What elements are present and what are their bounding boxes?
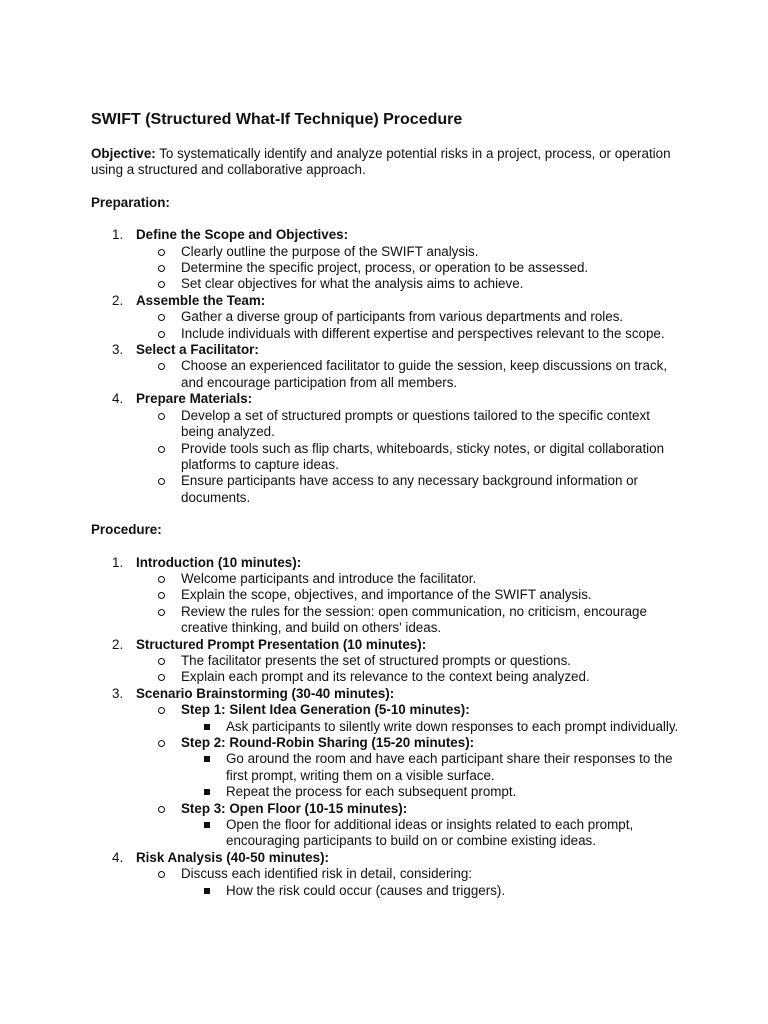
bullet-list	[136, 358, 681, 391]
list-item-text: Clearly outline the purpose of the SWIFT analysis.	[181, 243, 479, 259]
square-bullet-icon	[204, 822, 210, 828]
step-label: Structured Prompt Presentation (10 minutes):	[136, 636, 427, 652]
bullet-list	[136, 571, 681, 637]
hollow-bullet-icon	[158, 576, 165, 583]
step-number: 2.	[112, 292, 124, 308]
hollow-bullet-icon	[158, 265, 165, 272]
list-item	[136, 587, 681, 603]
objective-paragraph	[91, 146, 681, 179]
preparation-step	[91, 227, 681, 293]
hollow-bullet-icon	[158, 674, 165, 681]
list-item	[136, 326, 681, 342]
list-item-text: Determine the specific project, process, or operation to be assessed.	[181, 260, 589, 276]
substep-label: Step 1: Silent Idea Generation (5-10 minutes):	[181, 702, 470, 718]
list-item-text: Discuss each identified risk in detail, considering:	[181, 866, 473, 882]
substep-label: Step 3: Open Floor (10-15 minutes):	[181, 800, 408, 816]
hollow-bullet-icon	[158, 592, 165, 599]
list-item-text: Develop a set of structured prompts or questions tailored to the specific context being analyzed.	[181, 407, 650, 440]
step-number: 1.	[112, 227, 124, 243]
hollow-bullet-icon	[158, 446, 165, 453]
objective-text: To systematically identify and analyze potential risks in a project, process, or operation using a structured and collaborative approach.	[91, 146, 671, 178]
list-item	[181, 751, 681, 784]
list-item-text: Ensure participants have access to any necessary background information or documents.	[181, 473, 639, 505]
square-bullet-icon	[204, 888, 210, 894]
step-label: Scenario Brainstorming (30-40 minutes):	[136, 685, 395, 701]
step-number: 2.	[112, 636, 124, 652]
procedure-step	[91, 850, 681, 899]
hollow-bullet-icon	[158, 609, 165, 616]
procedure-step	[91, 555, 681, 637]
list-item	[136, 441, 681, 474]
list-item-text: How the risk could occur (causes and triggers).	[226, 882, 506, 898]
list-item-text: Welcome participants and introduce the facilitator.	[181, 570, 477, 586]
step-label: Risk Analysis (40-50 minutes):	[136, 849, 329, 865]
list-item	[136, 473, 681, 506]
square-bullet-list	[181, 719, 681, 735]
list-item-text: Ask participants to silently write down responses to each prompt individually.	[226, 718, 679, 734]
square-bullet-icon	[204, 789, 210, 795]
hollow-bullet-icon	[158, 281, 165, 288]
list-item	[136, 702, 681, 735]
square-bullet-list	[181, 817, 681, 850]
preparation-step	[91, 391, 681, 506]
square-bullet-list	[181, 751, 681, 800]
list-item	[136, 309, 681, 325]
document-page	[91, 110, 681, 899]
preparation-steps	[91, 227, 681, 506]
list-item	[136, 669, 681, 685]
hollow-bullet-icon	[158, 871, 165, 878]
step-number: 4.	[112, 849, 124, 865]
list-item-text: Explain each prompt and its relevance to the context being analyzed.	[181, 669, 590, 685]
list-item	[136, 260, 681, 276]
step-number: 1.	[112, 554, 124, 570]
hollow-bullet-icon	[158, 658, 165, 665]
list-item	[136, 276, 681, 292]
list-item-text: Open the floor for additional ideas or insights related to each prompt, encouraging participants to build on or combine existing ideas.	[226, 817, 634, 849]
list-item	[136, 866, 681, 899]
square-bullet-icon	[204, 756, 210, 762]
step-label: Assemble the Team:	[136, 292, 266, 308]
list-item-text: Set clear objectives for what the analysis aims to achieve.	[181, 276, 524, 292]
square-bullet-icon	[204, 724, 210, 730]
bullet-list	[136, 653, 681, 686]
square-bullet-list	[181, 883, 681, 899]
list-item	[181, 883, 681, 899]
list-item-text: Include individuals with different expertise and perspectives relevant to the scope.	[181, 325, 665, 341]
hollow-bullet-icon	[158, 740, 165, 747]
list-item	[136, 735, 681, 801]
document-title: SWIFT (Structured What-If Technique) Procedure	[91, 111, 463, 128]
bullet-list	[136, 408, 681, 506]
procedure-heading: Procedure:	[91, 522, 162, 538]
objective-label: Objective:	[91, 146, 156, 161]
step-label: Introduction (10 minutes):	[136, 554, 302, 570]
step-number: 4.	[112, 391, 124, 407]
list-item-text: Repeat the process for each subsequent prompt.	[226, 784, 517, 800]
list-item-text: Go around the room and have each participant share their responses to the first prompt, writing them on a visible surface.	[226, 751, 673, 783]
preparation-heading: Preparation:	[91, 194, 170, 210]
bullet-list	[136, 702, 681, 850]
step-number: 3.	[112, 342, 124, 358]
list-item	[181, 817, 681, 850]
step-label: Define the Scope and Objectives:	[136, 227, 349, 243]
list-item-text: Explain the scope, objectives, and importance of the SWIFT analysis.	[181, 587, 592, 603]
hollow-bullet-icon	[158, 314, 165, 321]
bullet-list	[136, 309, 681, 342]
list-item-text: Gather a diverse group of participants from various departments and roles.	[181, 309, 624, 325]
list-item-text: Provide tools such as flip charts, whiteboards, sticky notes, or digital collaboration platforms to capture ideas.	[181, 440, 665, 472]
hollow-bullet-icon	[158, 413, 165, 420]
list-item	[181, 719, 681, 735]
list-item	[136, 604, 681, 637]
list-item	[136, 801, 681, 850]
hollow-bullet-icon	[158, 707, 165, 714]
list-item-text: Review the rules for the session: open communication, no criticism, encourage creative thinking, and build on others' ideas.	[181, 603, 647, 636]
step-label: Prepare Materials:	[136, 391, 253, 407]
step-number: 3.	[112, 685, 124, 701]
hollow-bullet-icon	[158, 331, 165, 338]
hollow-bullet-icon	[158, 249, 165, 256]
bullet-list	[136, 244, 681, 293]
substep-label: Step 2: Round-Robin Sharing (15-20 minutes):	[181, 735, 475, 750]
hollow-bullet-icon	[158, 806, 165, 813]
hollow-bullet-icon	[158, 478, 165, 485]
list-item	[181, 784, 681, 800]
procedure-steps	[91, 555, 681, 900]
list-item	[136, 358, 681, 391]
list-item	[136, 571, 681, 587]
hollow-bullet-icon	[158, 363, 165, 370]
bullet-list	[136, 866, 681, 899]
preparation-step	[91, 293, 681, 342]
list-item-text: The facilitator presents the set of structured prompts or questions.	[181, 652, 572, 668]
procedure-step	[91, 686, 681, 850]
list-item	[136, 244, 681, 260]
procedure-step	[91, 637, 681, 686]
list-item-text: Choose an experienced facilitator to guide the session, keep discussions on track, and encourage participation from all members.	[181, 358, 668, 390]
list-item	[136, 653, 681, 669]
step-label: Select a Facilitator:	[136, 342, 259, 358]
list-item	[136, 408, 681, 441]
preparation-step	[91, 342, 681, 391]
